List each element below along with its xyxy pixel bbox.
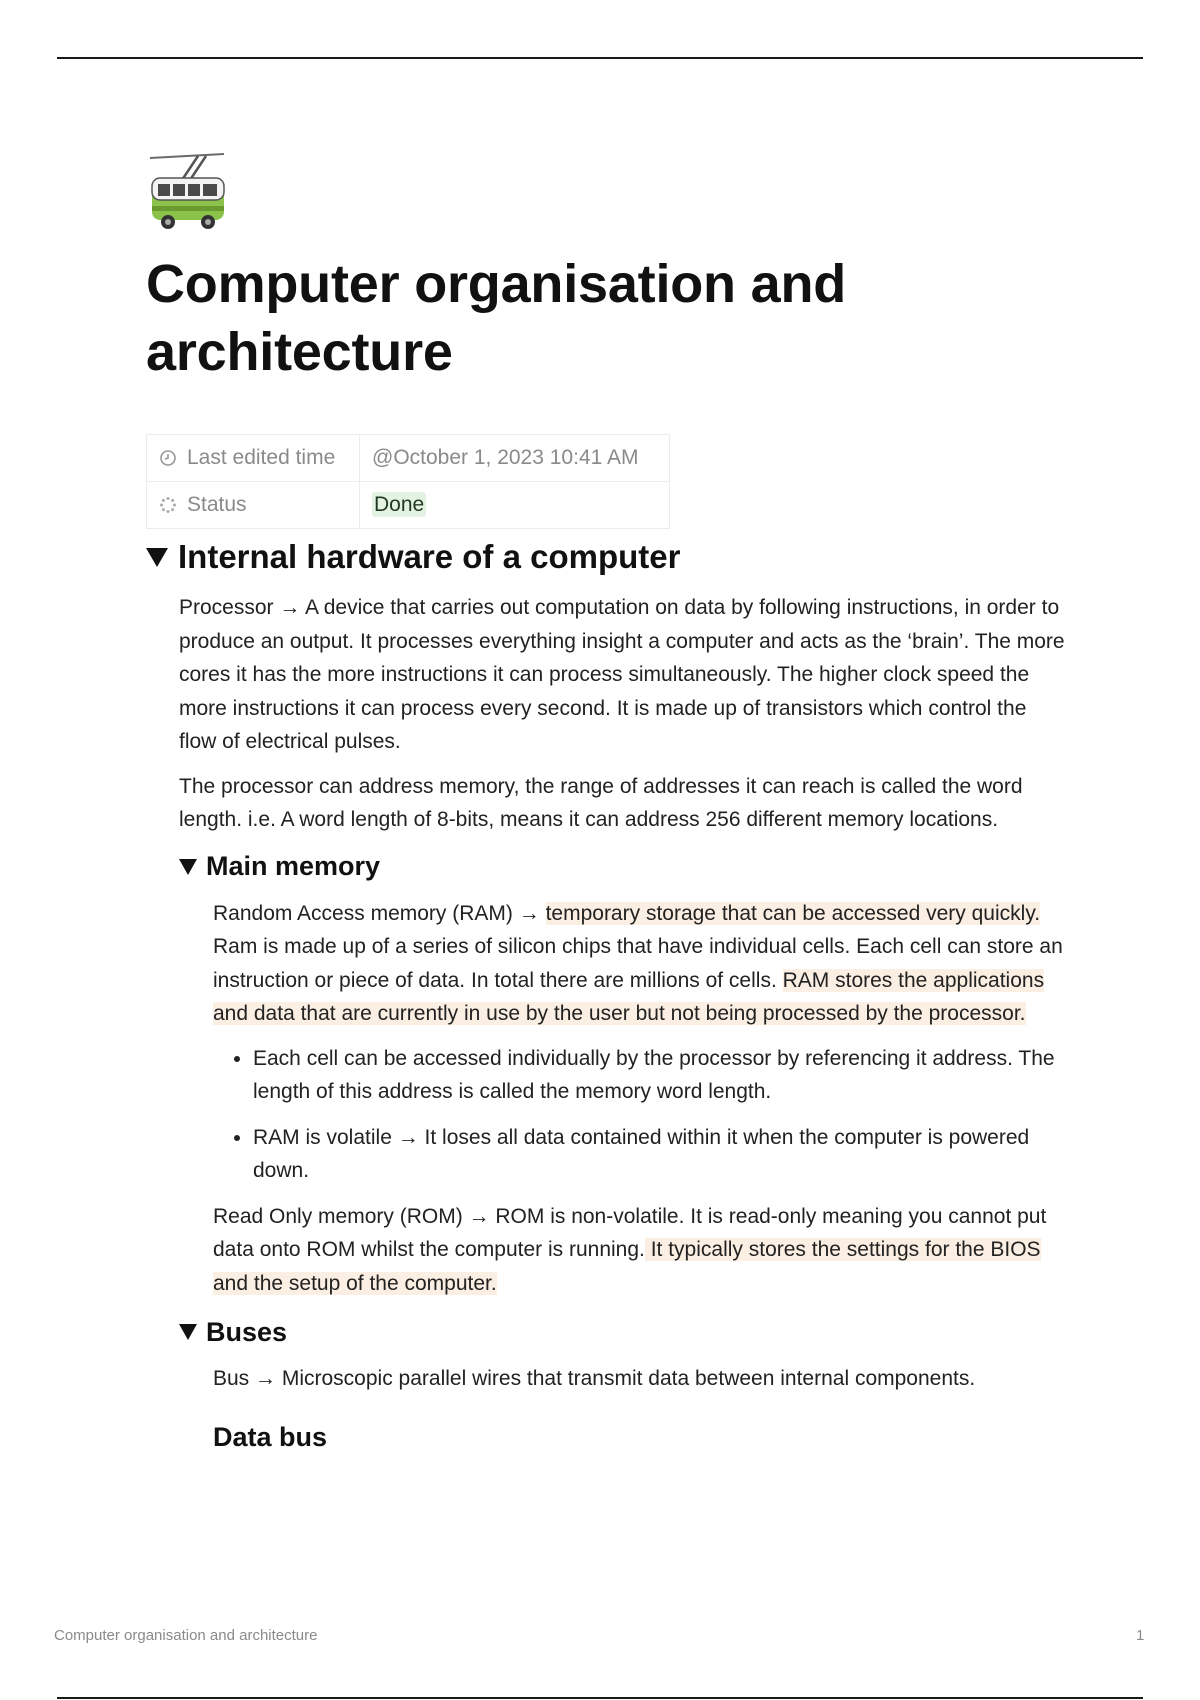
status-badge: Done xyxy=(374,493,425,516)
word-length-paragraph: The processor can address memory, the range of addresses it can reach is called the word length. i.e. A word length of 8-bits, means it can address 256 different memory locations. xyxy=(179,774,1023,831)
clock-icon xyxy=(159,449,177,467)
footer-page-number: 1 xyxy=(1136,1627,1145,1644)
processor-paragraph: Processor → A device that carries out computation on data by following instructions, in order to produce an output. It processes everything insight a computer and acts as the ‘brain’. The more cores it has the more instructions it can process simultaneously. The higher clock speed the more instructions it can process every second. It is made up of transistors which control the flow of electrical pulses. xyxy=(179,596,1065,753)
ram-text-a: Random Access memory (RAM) → xyxy=(213,901,546,925)
properties-table xyxy=(146,434,670,529)
last-edited-value: @October 1, 2023 10:41 AM xyxy=(372,446,639,469)
property-label: Last edited time xyxy=(187,446,336,469)
page-bottom-rule xyxy=(57,1697,1143,1699)
heading-text: Internal hardware of a computer xyxy=(178,538,681,575)
toggle-heading-main-memory[interactable] xyxy=(179,849,1066,885)
property-label: Status xyxy=(187,493,247,516)
heading-text: Main memory xyxy=(206,851,381,881)
page-title-line-2: architecture xyxy=(146,322,453,382)
main-memory-content xyxy=(213,897,1066,1301)
rom-highlight: It typically stores the settings for the BIOS and the setup of the computer. xyxy=(213,1238,1041,1295)
rom-text: Read Only memory (ROM) → ROM is non-volatile. It is read-only meaning you cannot put data onto ROM whilst the computer is running. xyxy=(213,1204,1047,1261)
data-bus-heading: Data bus xyxy=(213,1421,328,1452)
toggle-heading-internal-hardware[interactable] xyxy=(146,535,1066,579)
rom-paragraph xyxy=(213,1200,1066,1301)
property-value[interactable] xyxy=(360,482,670,529)
toggle-heading-buses[interactable] xyxy=(179,1314,1066,1350)
ram-paragraph xyxy=(213,897,1066,1031)
toggle-triangle-icon[interactable] xyxy=(179,1324,197,1340)
status-spinner-icon xyxy=(159,496,177,514)
list-item: • Each cell can be accessed individually by the processor by referencing it address. The length of this address is called the memory word length. xyxy=(253,1042,1066,1109)
heading-text: Buses xyxy=(206,1316,288,1347)
bus-paragraph: Bus → Microscopic parallel wires that transmit data between internal components. xyxy=(213,1367,976,1390)
page-top-rule xyxy=(57,57,1143,59)
property-key xyxy=(147,482,360,529)
toggle-triangle-icon[interactable] xyxy=(146,548,168,567)
footer-title: Computer organisation and architecture xyxy=(54,1627,318,1644)
internal-hardware-content xyxy=(179,591,1066,1453)
ram-text-b: Ram is made up of a series of silicon chips that have individual cells. Each cell can store an instruction or piece of data. In total there are millions of cells. xyxy=(213,935,1063,992)
property-value[interactable] xyxy=(360,435,670,482)
ram-highlight-2: RAM stores the applications and data that are currently in use by the user but not being processed by the processor. xyxy=(213,968,1045,1025)
buses-content xyxy=(213,1362,1066,1453)
property-key xyxy=(147,435,360,482)
ram-highlight-1: temporary storage that can be accessed very quickly. xyxy=(545,901,1041,925)
property-row-status xyxy=(147,482,670,529)
page-title xyxy=(146,250,1066,386)
trolleybus-icon xyxy=(146,150,230,234)
ram-bullet-list xyxy=(213,1042,1066,1188)
list-item: • RAM is volatile → It loses all data contained within it when the computer is powered down. xyxy=(253,1121,1066,1188)
toggle-triangle-icon[interactable] xyxy=(179,859,197,875)
page-title-line-1: Computer organisation and xyxy=(146,254,847,314)
property-row-last-edited xyxy=(147,435,670,482)
document-body xyxy=(146,150,1066,1453)
